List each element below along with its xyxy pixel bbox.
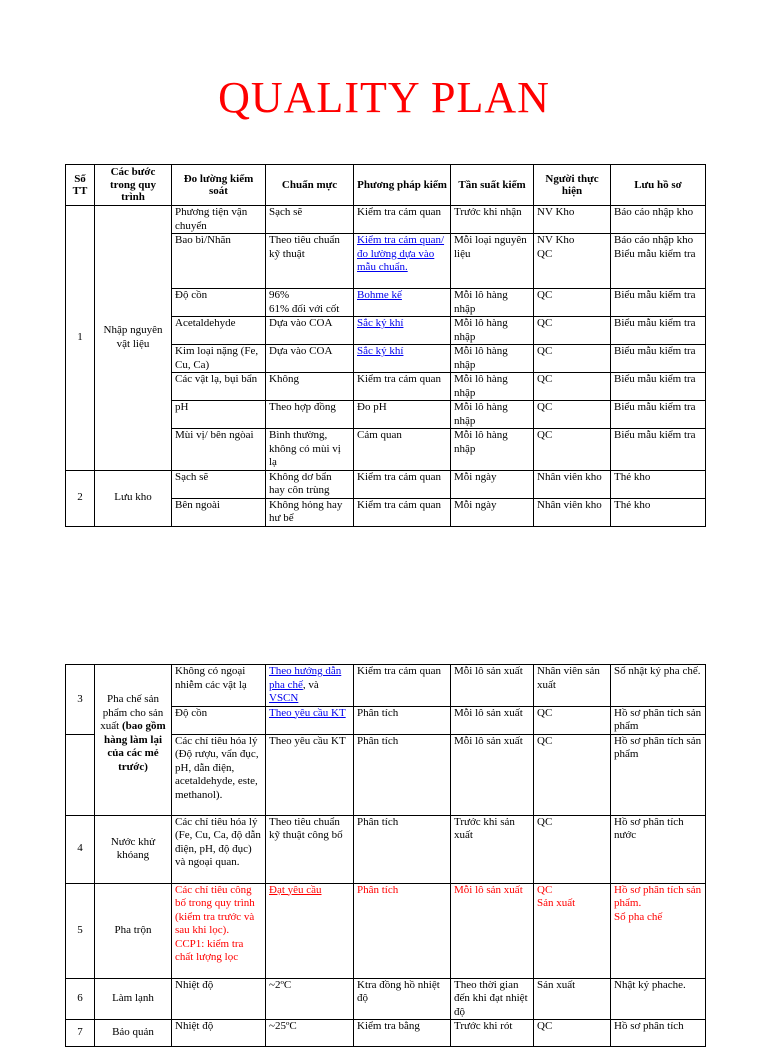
step-name: Lưu kho [95,470,172,526]
cell-frequency: Mỗi lô sản xuất [451,665,534,707]
cell-standard: Không hỏng hay hư bể [266,498,354,526]
cell-frequency: Mỗi ngày [451,470,534,498]
cell-record: Báo cáo nhập kho Biểu mẫu kiểm tra [611,234,706,289]
standard-text: , và [302,678,319,691]
table-row [66,470,706,498]
step-number: 6 [66,978,95,1020]
cell-responsible: QC [534,706,611,734]
cell-record: Sổ nhật ký pha chế. [611,665,706,707]
cell-record: Hồ sơ phân tích [611,1020,706,1047]
cell-measure: Kim loại nặng (Fe, Cu, Ca) [172,345,266,373]
cell-frequency: Trước khi nhận [451,206,534,234]
cell-responsible: QC [534,815,611,883]
cell-measure: Các vật lạ, bụi bẩn [172,373,266,401]
cell-record: Nhật ký phache. [611,978,706,1020]
cell-standard: Bình thường, không có mùi vị lạ [266,429,354,471]
cell-method: Ktra đồng hồ nhiệt độ [354,978,451,1020]
cell-method [354,317,451,345]
cell-method: Đo pH [354,401,451,429]
table-row [66,665,706,707]
cell-method: Phân tích [354,734,451,815]
cell-measure: Độ cồn [172,706,266,734]
standard-link[interactable]: Theo hướng dẫn pha chế [269,665,342,691]
cell-measure: Độ cồn [172,289,266,317]
cell-frequency: Mỗi lô sản xuất [451,734,534,815]
cell-measure: Bên ngoài [172,498,266,526]
method-link[interactable]: Kiểm tra cảm quan/ đo lường dựa vào mẫu chuẩn. [357,234,445,273]
cell-record: Biểu mẫu kiểm tra [611,401,706,429]
cell-responsible: Nhân viên sản xuất [534,665,611,707]
cell-frequency: Mỗi lô hàng nhập [451,401,534,429]
cell-responsible: QC [534,734,611,815]
step-name [95,665,172,816]
cell-record: Biểu mẫu kiểm tra [611,345,706,373]
cell-measure: Không có ngoại nhiễm các vật lạ [172,665,266,707]
cell-measure: pH [172,401,266,429]
cell-record: Biểu mẫu kiểm tra [611,429,706,471]
cell-frequency: Mỗi lô hàng nhập [451,345,534,373]
cell-method: Cảm quan [354,429,451,471]
cell-measure: Bao bì/Nhãn [172,234,266,289]
cell-frequency: Mỗi lô sản xuất [451,883,534,978]
header-step: Các bước trong quy trình [95,165,172,206]
standard-link[interactable]: VSCN [269,692,299,704]
table-row [66,883,706,978]
method-link[interactable]: Bohme kế [357,289,402,301]
method-link[interactable]: Sắc ký khí [357,317,404,329]
cell-frequency: Trước khi rót [451,1020,534,1047]
cell-responsible: Nhân viên kho [534,470,611,498]
cell-standard: Dựa vào COA [266,345,354,373]
step-name-note: (bao gồm hàng làm lại của các mẻ trước) [103,720,166,773]
cell-frequency: Mỗi loại nguyên liệu [451,234,534,289]
cell-frequency: Mỗi lô hàng nhập [451,429,534,471]
step-number: 5 [66,883,95,978]
cell-method: Kiểm tra cảm quan [354,498,451,526]
cell-measure: Phương tiện vận chuyển [172,206,266,234]
cell-standard [266,883,354,978]
step-name: Nước khử khóang [95,815,172,883]
cell-responsible: QC [534,429,611,471]
cell-responsible: QC [534,401,611,429]
header-standard: Chuẩn mực [266,165,354,206]
cell-record: Hồ sơ phân tích sản phẩm. Sổ pha chế [611,883,706,978]
step-number: 7 [66,1020,95,1047]
cell-method: Kiểm tra cảm quan [354,206,451,234]
cell-record: Hồ sơ phân tích sản phẩm [611,734,706,815]
cell-responsible: QC [534,345,611,373]
cell-method: Kiểm tra cảm quan [354,665,451,707]
step-name: Pha trộn [95,883,172,978]
table-header-row [66,165,706,206]
cell-record: Biểu mẫu kiểm tra [611,289,706,317]
step-name: Làm lạnh [95,978,172,1020]
header-record: Lưu hồ sơ [611,165,706,206]
step-name-text: Pha chế sản phẩm cho sản xuất [100,693,164,732]
cell-frequency: Mỗi lô hàng nhập [451,317,534,345]
cell-standard: ~2ºC [266,978,354,1020]
header-no: Số TT [66,165,95,206]
step-number-empty [66,734,95,815]
cell-responsible: QC [534,1020,611,1047]
cell-standard [266,706,354,734]
cell-standard: Theo hợp đồng [266,401,354,429]
cell-method: Phân tích [354,883,451,978]
cell-standard: Không dơ bẩn hay côn trùng [266,470,354,498]
step-name: Nhập nguyên vật liệu [95,206,172,471]
cell-measure: Các chỉ tiêu hóa lý (Độ rượu, vẩn đục, pH, dẫn điện, acetaldehyde, este, methanol). [172,734,266,815]
step-number: 1 [66,206,95,471]
cell-measure: Sạch sẽ [172,470,266,498]
cell-standard: Theo tiêu chuẩn kỹ thuật công bố [266,815,354,883]
cell-responsible: QC [534,317,611,345]
cell-measure: Nhiệt độ [172,1020,266,1047]
cell-standard: Sạch sẽ [266,206,354,234]
cell-frequency: Mỗi lô sản xuất [451,706,534,734]
cell-responsible: QC Sản xuất [534,883,611,978]
cell-measure: Acetaldehyde [172,317,266,345]
table-row [66,978,706,1020]
table-row [66,815,706,883]
cell-record: Biểu mẫu kiểm tra [611,373,706,401]
cell-responsible: QC [534,289,611,317]
cell-record: Biểu mẫu kiểm tra [611,317,706,345]
quality-plan-table-1 [65,164,706,527]
cell-method: Phân tích [354,706,451,734]
cell-method: Kiểm tra cảm quan [354,470,451,498]
step-number: 3 [66,665,95,735]
cell-method [354,345,451,373]
cell-standard [266,665,354,707]
cell-frequency: Trước khi sản xuất [451,815,534,883]
cell-standard: Theo tiêu chuẩn kỹ thuật [266,234,354,289]
method-link[interactable]: Sắc ký khí [357,345,404,357]
cell-standard: 96% 61% đối với cốt [266,289,354,317]
document-title: QUALITY PLAN [218,73,550,122]
cell-record: Báo cáo nhập kho [611,206,706,234]
cell-standard: Không [266,373,354,401]
step-name: Bảo quản [95,1020,172,1047]
cell-measure: Mùi vị/ bên ngòai [172,429,266,471]
step-number: 2 [66,470,95,526]
header-measure: Đo lường kiểm soát [172,165,266,206]
quality-plan-table-2 [65,664,706,1047]
standard-link[interactable]: Theo yêu cầu KT [269,706,346,719]
cell-frequency: Theo thời gian đến khi đạt nhiệt độ [451,978,534,1020]
cell-record: Hồ sơ phân tích nước [611,815,706,883]
cell-measure: Các chỉ tiêu hóa lý (Fe, Cu, Ca, độ dẫn điện, pH, độ đục) và ngoại quan. [172,815,266,883]
cell-frequency: Mỗi lô hàng nhập [451,373,534,401]
cell-responsible: NV Kho [534,206,611,234]
cell-method: Kiểm tra bằng [354,1020,451,1047]
header-frequency: Tần suất kiểm [451,165,534,206]
cell-responsible: Nhân viên kho [534,498,611,526]
cell-method [354,234,451,289]
cell-frequency: Mỗi lô hàng nhập [451,289,534,317]
cell-record: Hồ sơ phân tích sản phẩm [611,706,706,734]
header-method: Phương pháp kiểm [354,165,451,206]
cell-method: Kiểm tra cảm quan [354,373,451,401]
cell-responsible: Sản xuất [534,978,611,1020]
cell-responsible: NV Kho QC [534,234,611,289]
standard-link[interactable]: Đạt yêu cầu [269,883,322,896]
cell-standard: Dựa vào COA [266,317,354,345]
cell-standard: ~25ºC [266,1020,354,1047]
cell-responsible: QC [534,373,611,401]
cell-method [354,289,451,317]
cell-measure: Nhiệt độ [172,978,266,1020]
cell-standard: Theo yêu cầu KT [266,734,354,815]
cell-record: Thẻ kho [611,498,706,526]
cell-record: Thẻ kho [611,470,706,498]
step-number: 4 [66,815,95,883]
cell-measure: Các chỉ tiêu công bố trong quy trình (kiểm tra trước và sau khi lọc). CCP1: kiểm tra chất lượng lọc [172,883,266,978]
cell-method: Phân tích [354,815,451,883]
header-responsible: Người thực hiện [534,165,611,206]
table-row [66,206,706,234]
cell-frequency: Mỗi ngày [451,498,534,526]
